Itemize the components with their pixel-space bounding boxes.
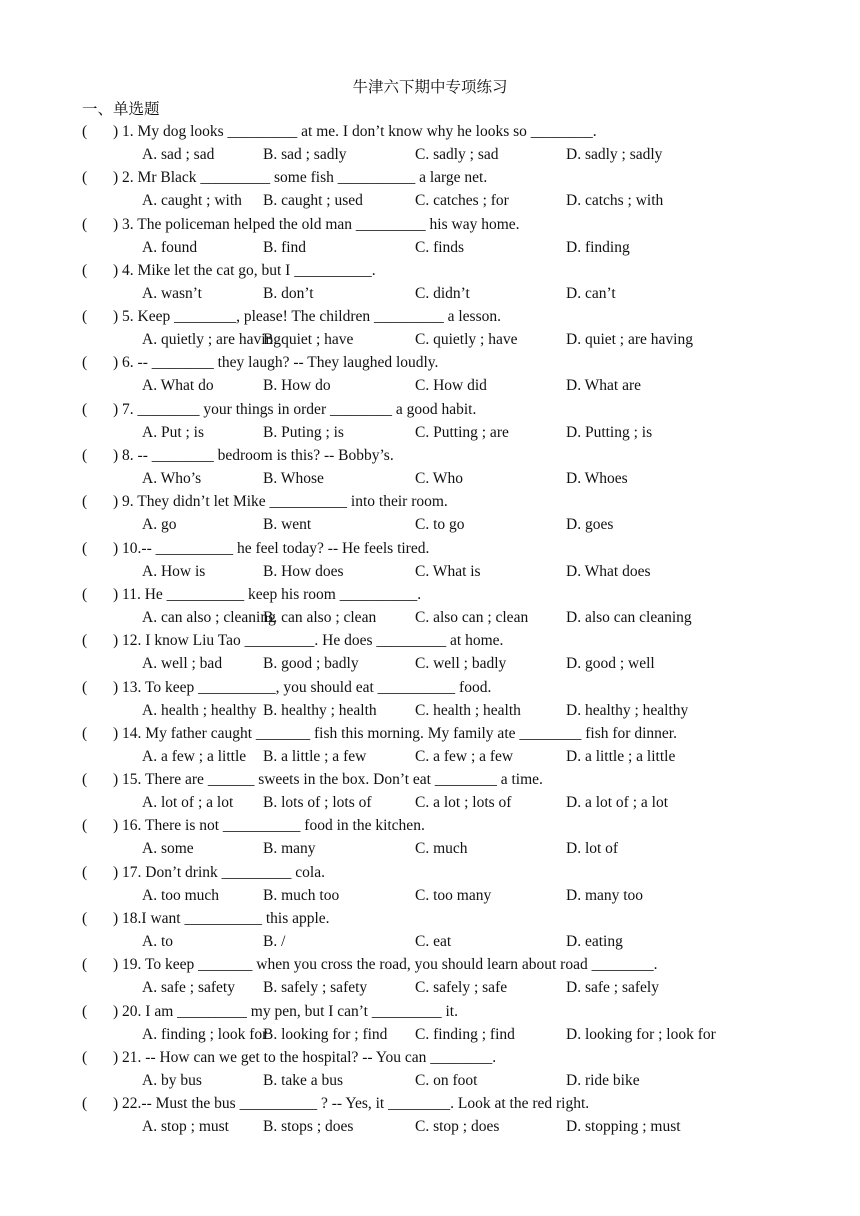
option-b: B. caught ; used: [263, 192, 363, 210]
option-a: A. safe ; safety: [142, 979, 235, 997]
option-d: D. catchs ; with: [566, 192, 664, 210]
option-c: C. How did: [415, 377, 487, 395]
question-text: ) 3. The policeman helped the old man _________ his way home.: [113, 215, 520, 233]
answer-blank: (: [82, 632, 88, 650]
question-text: ) 20. I am _________ my pen, but I can’t _________ it.: [113, 1002, 458, 1020]
option-b: B. many: [263, 840, 316, 858]
question-item: [82, 259, 782, 305]
question-text: ) 7. ________ your things in order ________ a good habit.: [113, 400, 477, 418]
option-a: A. stop ; must: [142, 1118, 229, 1136]
option-a: A. What do: [142, 377, 214, 395]
question-item: [82, 1092, 782, 1138]
option-d: D. many too: [566, 886, 644, 904]
option-c: C. to go: [415, 516, 465, 534]
question-text: ) 14. My father caught _______ fish this morning. My family ate ________ fish for dinner.: [113, 724, 677, 742]
question-item: [82, 907, 782, 953]
option-a: A. health ; healthy: [142, 701, 257, 719]
option-a: A. caught ; with: [142, 192, 242, 210]
option-c: C. finding ; find: [415, 1025, 515, 1043]
question-text: ) 11. He __________ keep his room __________.: [113, 585, 422, 603]
answer-blank: (: [82, 261, 88, 279]
option-a: A. How is: [142, 562, 206, 580]
answer-blank: (: [82, 817, 88, 835]
answer-blank: (: [82, 539, 88, 557]
option-d: D. stopping ; must: [566, 1118, 681, 1136]
question-item: [82, 676, 782, 722]
option-c: C. finds: [415, 238, 465, 256]
answer-blank: (: [82, 493, 88, 511]
question-text: ) 19. To keep _______ when you cross the road, you should learn about road ________.: [113, 956, 658, 974]
option-c: C. much: [415, 840, 468, 858]
option-b: B. much too: [263, 886, 340, 904]
question-text: ) 18.I want __________ this apple.: [113, 910, 330, 928]
option-c: C. eat: [415, 933, 452, 951]
question-item: [82, 629, 782, 675]
option-b: B. sad ; sadly: [263, 146, 347, 163]
section-heading: 一、单选题: [82, 101, 160, 118]
option-b: B. can also ; clean: [263, 608, 377, 626]
option-d: D. also can cleaning: [566, 608, 692, 626]
question-item: [82, 213, 782, 259]
option-b: B. find: [263, 238, 307, 256]
question-text: ) 6. -- ________ they laugh? -- They laughed loudly.: [113, 354, 439, 372]
option-d: D. safe ; safely: [566, 979, 659, 997]
option-d: D. quiet ; are having: [566, 331, 693, 349]
option-d: D. healthy ; healthy: [566, 701, 689, 719]
option-a: A. go: [142, 516, 177, 534]
option-a: A. wasn’t: [142, 284, 202, 302]
option-a: A. sad ; sad: [142, 146, 215, 163]
option-b: B. quiet ; have: [263, 331, 354, 349]
question-text: ) 2. Mr Black _________ some fish __________ a large net.: [113, 169, 488, 187]
question-item: [82, 583, 782, 629]
question-item: [82, 490, 782, 536]
option-c: C. didn’t: [415, 284, 470, 302]
option-b: B. don’t: [263, 284, 314, 302]
option-b: B. How does: [263, 562, 344, 580]
option-a: A. lot of ; a lot: [142, 794, 234, 812]
question-text: ) 4. Mike let the cat go, but I __________.: [113, 261, 376, 279]
answer-blank: (: [82, 1095, 88, 1113]
option-a: A. found: [142, 238, 198, 256]
option-d: D. a lot of ; a lot: [566, 794, 669, 812]
option-a: A. some: [142, 840, 194, 858]
option-b: B. looking for ; find: [263, 1025, 388, 1043]
option-a: A. by bus: [142, 1071, 202, 1089]
answer-blank: (: [82, 863, 88, 881]
answer-blank: (: [82, 910, 88, 928]
option-c: C. stop ; does: [415, 1118, 500, 1136]
option-c: C. on foot: [415, 1071, 478, 1089]
answer-blank: (: [82, 1048, 88, 1066]
option-d: D. What are: [566, 377, 642, 395]
question-item: [82, 814, 782, 860]
answer-blank: (: [82, 1002, 88, 1020]
question-item: [82, 953, 782, 999]
option-d: D. eating: [566, 933, 623, 951]
option-c: C. too many: [415, 886, 492, 904]
answer-blank: (: [82, 956, 88, 974]
question-text: ) 5. Keep ________, please! The children _________ a lesson.: [113, 308, 501, 326]
question-text: ) 17. Don’t drink _________ cola.: [113, 863, 325, 881]
option-b: B. Puting ; is: [263, 423, 344, 441]
option-c: C. quietly ; have: [415, 331, 518, 349]
option-b: B. How do: [263, 377, 331, 395]
answer-blank: (: [82, 354, 88, 372]
question-item: [82, 861, 782, 907]
question-item: [82, 768, 782, 814]
option-d: D. looking for ; look for: [566, 1025, 716, 1043]
question-item: [82, 1000, 782, 1046]
option-a: A. too much: [142, 886, 220, 904]
answer-blank: (: [82, 308, 88, 326]
question-item: [82, 398, 782, 444]
option-a: A. quietly ; are having: [142, 331, 282, 349]
option-c: C. also can ; clean: [415, 608, 529, 626]
answer-blank: (: [82, 771, 88, 789]
option-c: C. sadly ; sad: [415, 146, 499, 163]
option-a: A. well ; bad: [142, 655, 223, 673]
question-text: ) 10.-- __________ he feel today? -- He feels tired.: [113, 539, 430, 557]
question-text: ) 15. There are ______ sweets in the box. Don’t eat ________ a time.: [113, 771, 543, 789]
option-d: D. Whoes: [566, 470, 628, 488]
option-b: B. /: [263, 933, 286, 951]
question-text: ) 22.-- Must the bus __________ ? -- Yes, it ________. Look at the red right.: [113, 1095, 590, 1113]
option-b: B. stops ; does: [263, 1118, 354, 1136]
option-d: D. a little ; a little: [566, 747, 676, 765]
question-item: [82, 444, 782, 490]
option-b: B. a little ; a few: [263, 747, 367, 765]
question-item: [82, 351, 782, 397]
answer-blank: (: [82, 400, 88, 418]
option-d: D. Putting ; is: [566, 423, 653, 441]
option-d: D. can’t: [566, 284, 616, 302]
question-text: ) 12. I know Liu Tao _________. He does _________ at home.: [113, 632, 504, 650]
option-c: C. safely ; safe: [415, 979, 508, 997]
option-d: D. sadly ; sadly: [566, 146, 663, 163]
question-item: [82, 537, 782, 583]
question-list: [82, 120, 782, 1139]
question-item: [82, 120, 782, 166]
option-d: D. What does: [566, 562, 651, 580]
question-text: ) 8. -- ________ bedroom is this? -- Bobby’s.: [113, 447, 394, 465]
option-b: B. lots of ; lots of: [263, 794, 372, 812]
question-text: ) 16. There is not __________ food in the kitchen.: [113, 817, 425, 835]
question-item: [82, 1046, 782, 1092]
option-b: B. good ; badly: [263, 655, 359, 673]
question-text: ) 9. They didn’t let Mike __________ into their room.: [113, 493, 448, 511]
option-c: C. well ; badly: [415, 655, 507, 673]
option-d: D. ride bike: [566, 1071, 640, 1089]
document-title: 牛津六下期中专项练习: [352, 79, 508, 96]
question-text: ) 13. To keep __________, you should eat __________ food.: [113, 678, 492, 696]
question-item: [82, 166, 782, 212]
question-text: ) 21. -- How can we get to the hospital? -- You can ________.: [113, 1048, 497, 1066]
option-b: B. safely ; safety: [263, 979, 368, 997]
option-c: C. Putting ; are: [415, 423, 509, 441]
answer-blank: (: [82, 585, 88, 603]
answer-blank: (: [82, 123, 88, 140]
option-b: B. healthy ; health: [263, 701, 377, 719]
option-c: C. Who: [415, 470, 463, 488]
option-a: A. finding ; look for: [142, 1025, 268, 1043]
answer-blank: (: [82, 447, 88, 465]
answer-blank: (: [82, 678, 88, 696]
answer-blank: (: [82, 215, 88, 233]
option-d: D. goes: [566, 516, 614, 534]
question-text: ) 1. My dog looks _________ at me. I don’t know why he looks so ________.: [113, 123, 597, 140]
option-b: B. went: [263, 516, 312, 534]
option-b: B. take a bus: [263, 1071, 344, 1089]
option-d: D. finding: [566, 238, 630, 256]
option-d: D. lot of: [566, 840, 619, 858]
option-a: A. to: [142, 933, 173, 951]
answer-blank: (: [82, 724, 88, 742]
option-c: C. What is: [415, 562, 481, 580]
option-a: A. can also ; cleaning: [142, 608, 276, 626]
option-d: D. good ; well: [566, 655, 655, 673]
option-a: A. a few ; a little: [142, 747, 247, 765]
option-a: A. Put ; is: [142, 423, 205, 441]
answer-blank: (: [82, 169, 88, 187]
option-b: B. Whose: [263, 470, 324, 488]
option-a: A. Who’s: [142, 470, 202, 488]
option-c: C. health ; health: [415, 701, 521, 719]
question-item: [82, 305, 782, 351]
question-item: [82, 722, 782, 768]
option-c: C. a lot ; lots of: [415, 794, 512, 812]
option-c: C. catches ; for: [415, 192, 509, 210]
option-c: C. a few ; a few: [415, 747, 514, 765]
